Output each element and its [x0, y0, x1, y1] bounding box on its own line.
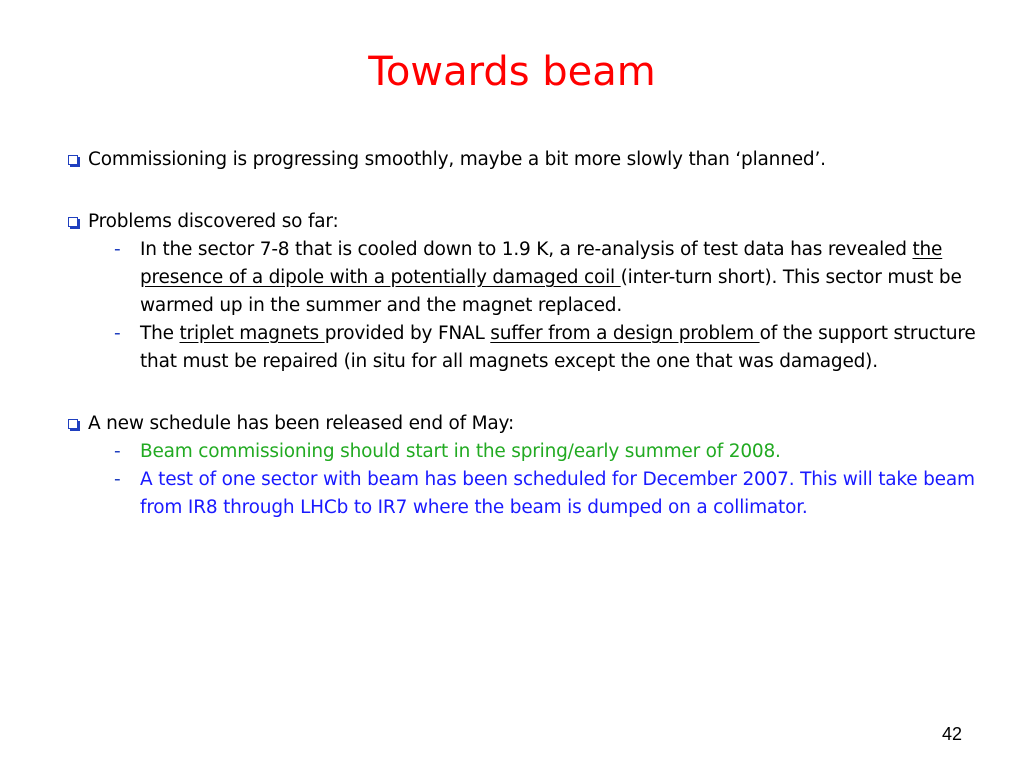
- sub-text: provided by FNAL: [324, 323, 491, 344]
- bullet-text: A new schedule has been released end of May:: [88, 413, 514, 434]
- dash-marker: -: [114, 323, 121, 344]
- underlined-text: the presence of a dipole with a potentially damaged coil: [140, 239, 943, 288]
- sub-text: (inter-turn short). This sector must be warmed up in the summer and the magnet replaced.: [140, 267, 962, 316]
- sub-text: Beam commissioning should start in the spring/early summer of 2008.: [140, 441, 781, 462]
- sub-bullet-sector-78: [66, 236, 996, 320]
- dash-marker: -: [114, 469, 121, 490]
- bullet-text: Problems discovered so far:: [88, 211, 339, 232]
- dash-marker: -: [114, 441, 121, 462]
- sub-bullet-beam-commissioning: [66, 438, 996, 466]
- square-bullet-icon: [68, 217, 78, 227]
- sub-text: In the sector 7-8 that is cooled down to 1.9 K, a re-analysis of test data has revealed: [140, 239, 913, 260]
- dash-marker: -: [114, 239, 121, 260]
- sub-bullet-sector-test: [66, 466, 996, 522]
- square-bullet-icon: [68, 155, 78, 165]
- sub-bullet-triplet: [66, 320, 996, 376]
- slide-body: [66, 146, 996, 522]
- slide-title: Towards beam: [368, 49, 656, 95]
- sub-text: The: [140, 323, 180, 344]
- bullet-commissioning: [66, 146, 996, 174]
- bullet-problems: [66, 208, 996, 236]
- underlined-text: suffer from a design problem: [490, 323, 760, 344]
- sub-text: of the support structure that must be repaired (in situ for all magnets except the one that was damaged).: [140, 323, 976, 372]
- bullet-text: Commissioning is progressing smoothly, maybe a bit more slowly than ‘planned’.: [88, 149, 826, 170]
- bullet-schedule: [66, 410, 996, 438]
- sub-text: A test of one sector with beam has been scheduled for December 2007. This will take beam from IR8 through LHCb to IR7 where the beam is dumped on a collimator.: [140, 469, 975, 518]
- page-number: 42: [941, 724, 962, 744]
- underlined-text: triplet magnets: [179, 323, 325, 344]
- square-bullet-icon: [68, 419, 78, 429]
